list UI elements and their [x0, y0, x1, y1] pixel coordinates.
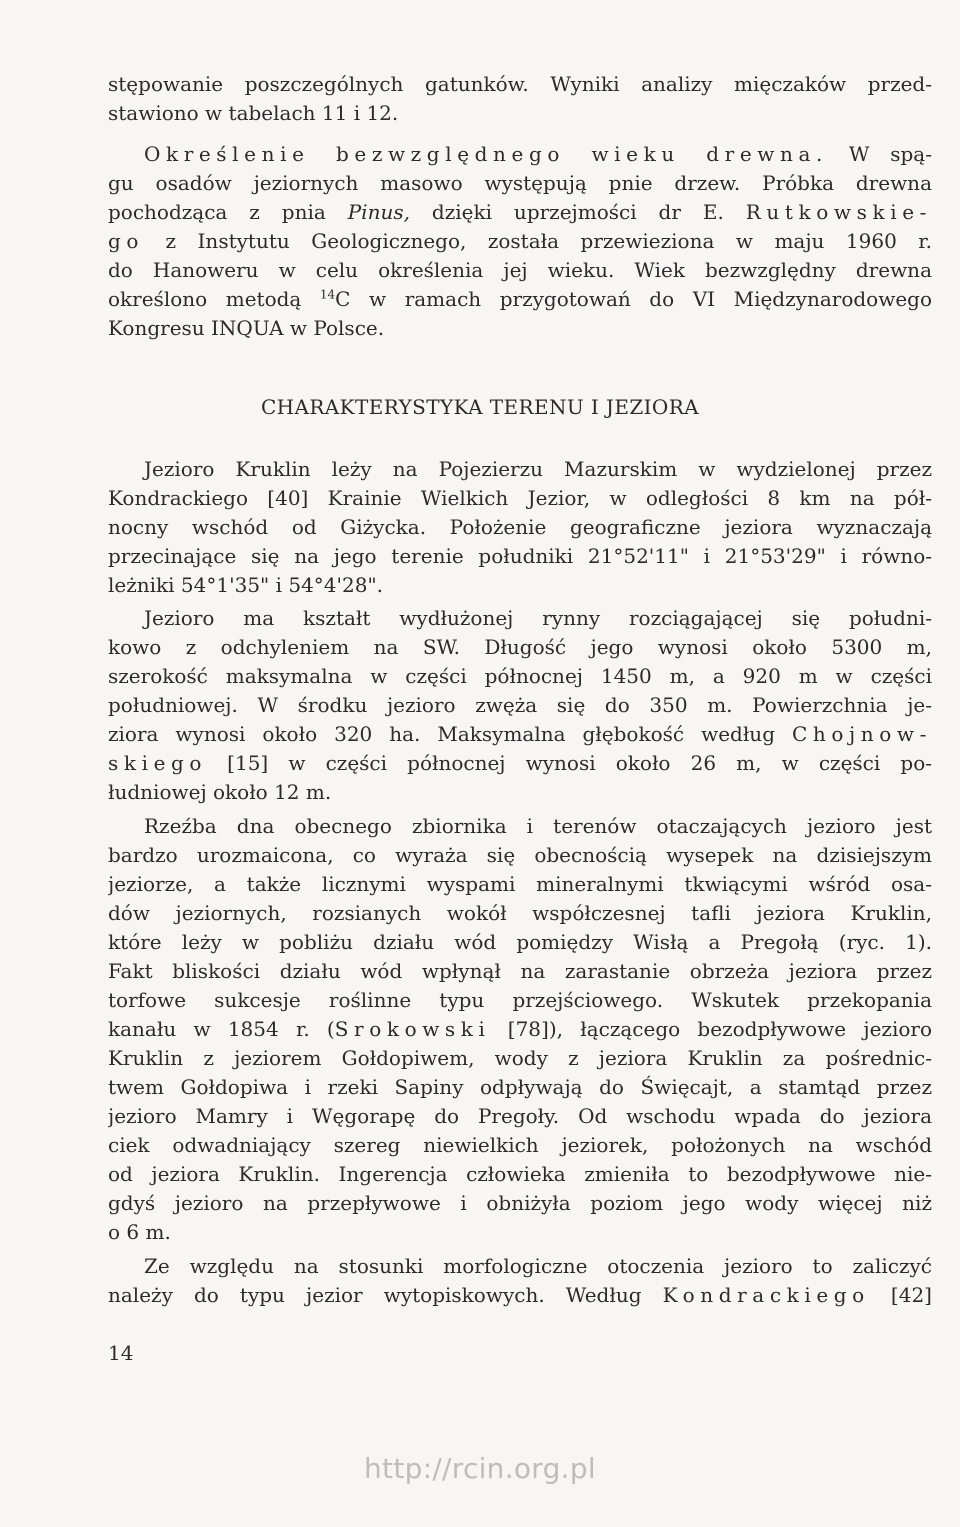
text-line [108, 484, 932, 513]
text-span: do Hanoweru w celu określenia jej wieku. Wiek bezwzględny drewna [108, 258, 932, 282]
text-span: ciek odwadniający szereg niewielkich jeziorek, położonych na wschód [108, 1133, 932, 1157]
text-line [108, 633, 932, 662]
text-span: Jezioro Kruklin leży na Pojezierzu Mazurskim w wydzielonej przez [144, 457, 932, 481]
text-line [108, 542, 932, 571]
text-line [108, 1189, 932, 1218]
text-line [108, 870, 932, 899]
spaced-subheading: Określenie bezwzględnego wieku drewna. [144, 142, 828, 166]
text-line [108, 986, 932, 1015]
text-span: jezioro Mamry i Węgorapę do Pregoły. Od wschodu wpada do jeziora [108, 1104, 932, 1128]
text-span: bardzo urozmaicona, co wyraża się obecnością wysepek na dzisiejszym [108, 843, 932, 867]
superscript: 14 [319, 287, 336, 302]
text-line [108, 285, 932, 314]
text-span: torfowe sukcesje roślinne typu przejściowego. Wskutek przekopania [108, 988, 932, 1012]
text-span: określono metodą [108, 287, 320, 311]
text-line [108, 1160, 932, 1189]
text-span: Jezioro ma kształt wydłużonej rynny rozciągającej się południ- [144, 606, 932, 630]
text-line [108, 1252, 932, 1281]
text-line [108, 169, 932, 198]
text-span: twem Gołdopiwa i rzeki Sapiny odpływają do Święcajt, a stamtąd przez [108, 1075, 932, 1099]
text-line [108, 455, 932, 484]
text-line [108, 1044, 932, 1073]
text-span: przecinające się na jego terenie południki 21°52'11" i 21°53'29" i równo- [108, 544, 932, 568]
text-span: o 6 m. [108, 1220, 171, 1244]
text-line [108, 314, 932, 343]
text-span: łudniowej około 12 m. [108, 780, 332, 804]
text-span: W spą- [827, 142, 932, 166]
text-line [108, 957, 932, 986]
text-span: kowo z odchyleniem na SW. Długość jego wynosi około 5300 m, [108, 635, 932, 659]
text-line [108, 812, 932, 841]
text-span: które leży w pobliżu działu wód pomiędzy Wisłą a Pregołą (ryc. 1). [108, 930, 932, 954]
text-line [108, 571, 932, 600]
text-line [108, 99, 932, 128]
text-span: stawiono w tabelach 11 i 12. [108, 101, 399, 125]
text-span: ziora wynosi około 320 ha. Maksymalna głębokość według [108, 722, 792, 746]
spaced-author-name: skiego [108, 751, 208, 775]
text-span: [78]), łączącego bezodpływowe jezioro [490, 1017, 932, 1041]
text-line [108, 778, 932, 807]
spaced-author-name: Srokowski [334, 1017, 491, 1041]
text-line [108, 513, 932, 542]
text-span: jeziorze, a także licznymi wyspami mineralnymi tkwiącymi wśród osa- [108, 872, 932, 896]
text-span: szerokość maksymalna w części północnej 1450 m, a 920 m w części [108, 664, 932, 688]
text-line [108, 604, 932, 633]
text-span: kanału w 1854 r. ( [108, 1017, 335, 1041]
spaced-author-name: Rutkowskie- [745, 200, 932, 224]
text-line [108, 1015, 932, 1044]
text-line [108, 841, 932, 870]
text-span: [15] w części północnej wynosi około 26 m, w części po- [207, 751, 932, 775]
text-span: dów jeziornych, rozsianych wokół współczesnej tafli jeziora Kruklin, [108, 901, 932, 925]
text-line [108, 1131, 932, 1160]
text-span: Fakt bliskości działu wód wpłynął na zarastanie obrzeża jeziora przez [108, 959, 932, 983]
text-span: pochodząca z pnia [108, 200, 348, 224]
text-line [108, 256, 932, 285]
text-span: Ze względu na stosunki morfologiczne otoczenia jezioro to zaliczyć [144, 1254, 932, 1278]
text-line [108, 198, 932, 227]
text-line [108, 1218, 932, 1247]
text-line [108, 691, 932, 720]
text-line [108, 1281, 932, 1310]
spaced-author-name: Kondrackiego [662, 1283, 870, 1307]
text-span: z Instytutu Geologicznego, została przewieziona w maju 1960 r. [144, 229, 932, 253]
text-line [108, 720, 932, 749]
text-line [108, 1102, 932, 1131]
text-line [108, 928, 932, 957]
text-line [108, 1073, 932, 1102]
text-line [108, 70, 932, 99]
spaced-author-name: go [108, 229, 145, 253]
text-span: gdyś jezioro na przepływowe i obniżyła poziom jego wody więcej niż [108, 1191, 932, 1215]
watermark: http://rcin.org.pl [364, 1452, 596, 1485]
text-span: C w ramach przygotowań do VI Międzynarodowego [335, 287, 932, 311]
text-span: Kongresu INQUA w Polsce. [108, 316, 385, 340]
italic-taxon: Pinus, [347, 200, 410, 224]
text-line [108, 749, 932, 778]
text-line [108, 662, 932, 691]
text-span: od jeziora Kruklin. Ingerencja człowieka zmieniła to bezodpływowe nie- [108, 1162, 932, 1186]
text-span: Kondrackiego [40] Krainie Wielkich Jezior, w odległości 8 km na pół- [108, 486, 932, 510]
text-span: leżniki 54°1'35" i 54°4'28". [108, 573, 384, 597]
text-span: dzięki uprzejmości dr E. [409, 200, 746, 224]
text-span: należy do typu jezior wytopiskowych. Według [108, 1283, 663, 1307]
text-span: gu osadów jeziornych masowo występują pnie drzew. Próbka drewna [108, 171, 932, 195]
text-line [108, 140, 932, 169]
text-span: nocny wschód od Giżycka. Położenie geograficzne jeziora wyznaczają [108, 515, 932, 539]
text-span: Kruklin z jeziorem Gołdopiwem, wody z jeziora Kruklin za pośrednic- [108, 1046, 932, 1070]
spaced-author-name: Chojnow- [791, 722, 932, 746]
text-span: Rzeźba dna obecnego zbiornika i terenów otaczających jezioro jest [144, 814, 932, 838]
section-heading: CHARAKTERYSTYKA TERENU I JEZIORA [260, 395, 700, 419]
text-line [108, 227, 932, 256]
text-span: południowej. W środku jezioro zwęża się do 350 m. Powierzchnia je- [108, 693, 932, 717]
page-number: 14 [108, 1341, 134, 1365]
text-line [108, 899, 932, 928]
text-span: [42] [869, 1283, 932, 1307]
text-span: stępowanie poszczególnych gatunków. Wyniki analizy mięczaków przed- [108, 72, 932, 96]
